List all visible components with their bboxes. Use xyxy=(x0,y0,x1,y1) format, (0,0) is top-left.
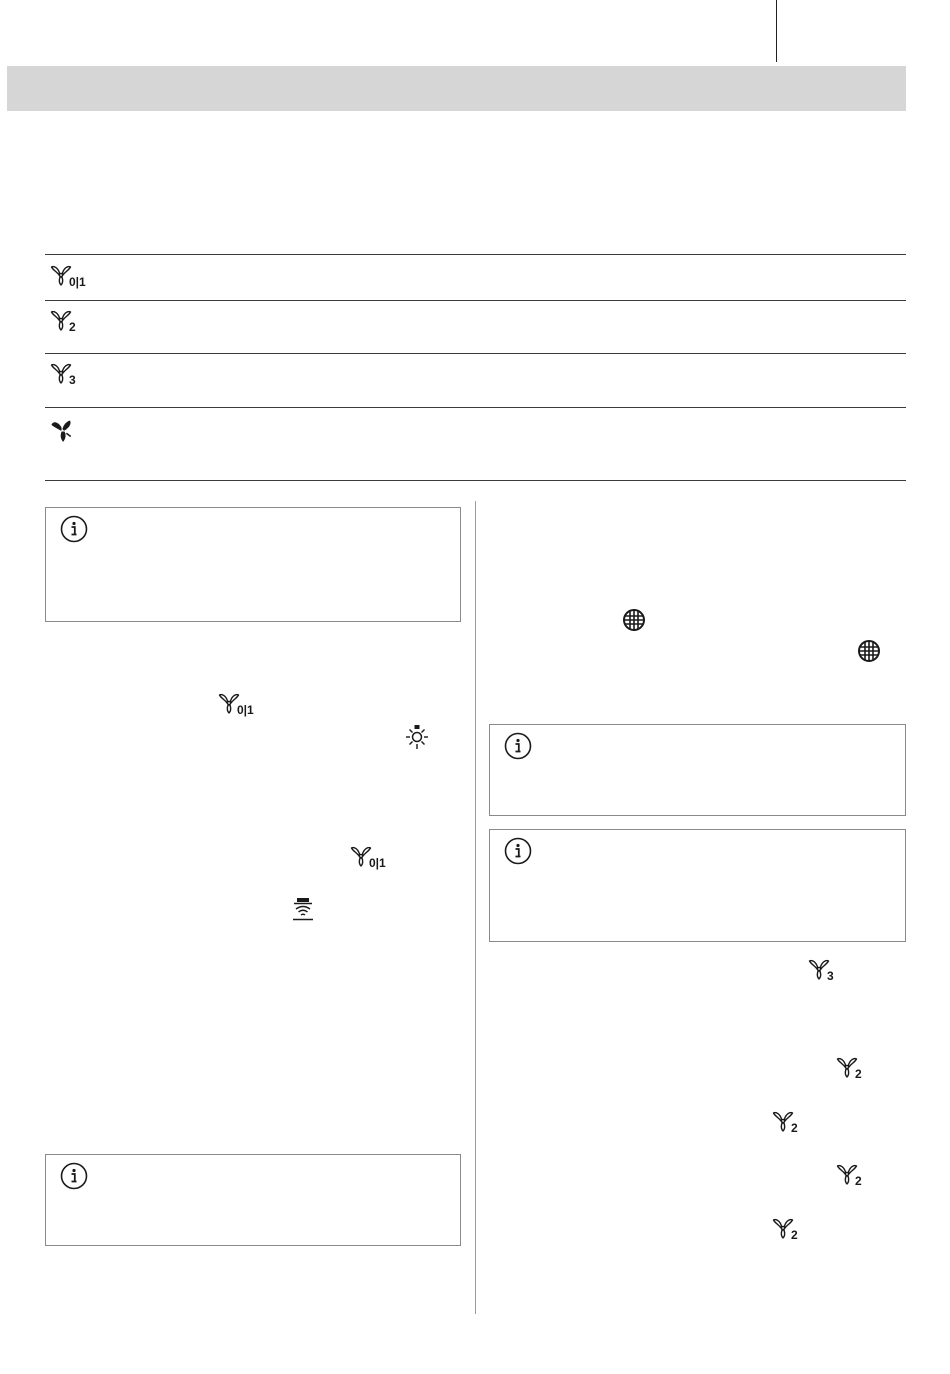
info-icon xyxy=(60,515,88,543)
svg-text:0|1: 0|1 xyxy=(69,275,86,289)
fan-speed-2-icon xyxy=(772,1217,804,1243)
column-separator xyxy=(475,501,476,1314)
svg-text:2: 2 xyxy=(855,1174,862,1188)
svg-text:2: 2 xyxy=(791,1121,798,1135)
info-icon xyxy=(504,732,532,760)
fan-boost-icon xyxy=(50,418,74,442)
grease-filter-icon xyxy=(622,608,646,632)
fan-speed-0-1-icon xyxy=(350,845,390,871)
fan-speed-2-icon xyxy=(772,1110,804,1136)
fan-speed-0-1-icon xyxy=(50,264,90,290)
svg-text:3: 3 xyxy=(827,969,834,983)
svg-text:3: 3 xyxy=(69,373,76,387)
svg-text:2: 2 xyxy=(791,1228,798,1242)
table-rule xyxy=(45,480,906,481)
hob2hood-connection-icon xyxy=(291,897,315,921)
note-box xyxy=(489,724,906,816)
fan-speed-2-icon xyxy=(50,309,82,335)
svg-text:2: 2 xyxy=(855,1067,862,1081)
note-box xyxy=(45,507,461,622)
note-box xyxy=(45,1154,461,1246)
page-edge-line xyxy=(776,0,777,62)
fan-speed-2-icon xyxy=(836,1163,868,1189)
table-rule xyxy=(45,300,906,301)
table-rule xyxy=(45,407,906,408)
fan-speed-2-icon xyxy=(836,1056,868,1082)
light-icon xyxy=(404,724,430,750)
fan-speed-3-icon xyxy=(808,958,840,984)
table-rule xyxy=(45,254,906,255)
fan-speed-0-1-icon xyxy=(218,692,258,718)
grease-filter-icon xyxy=(857,639,881,663)
svg-text:0|1: 0|1 xyxy=(237,703,254,717)
section-header-band xyxy=(7,66,906,111)
table-rule xyxy=(45,353,906,354)
info-icon xyxy=(60,1162,88,1190)
info-icon xyxy=(504,837,532,865)
note-box xyxy=(489,829,906,942)
svg-text:0|1: 0|1 xyxy=(369,856,386,870)
fan-speed-3-icon xyxy=(50,362,82,388)
svg-text:2: 2 xyxy=(69,320,76,334)
